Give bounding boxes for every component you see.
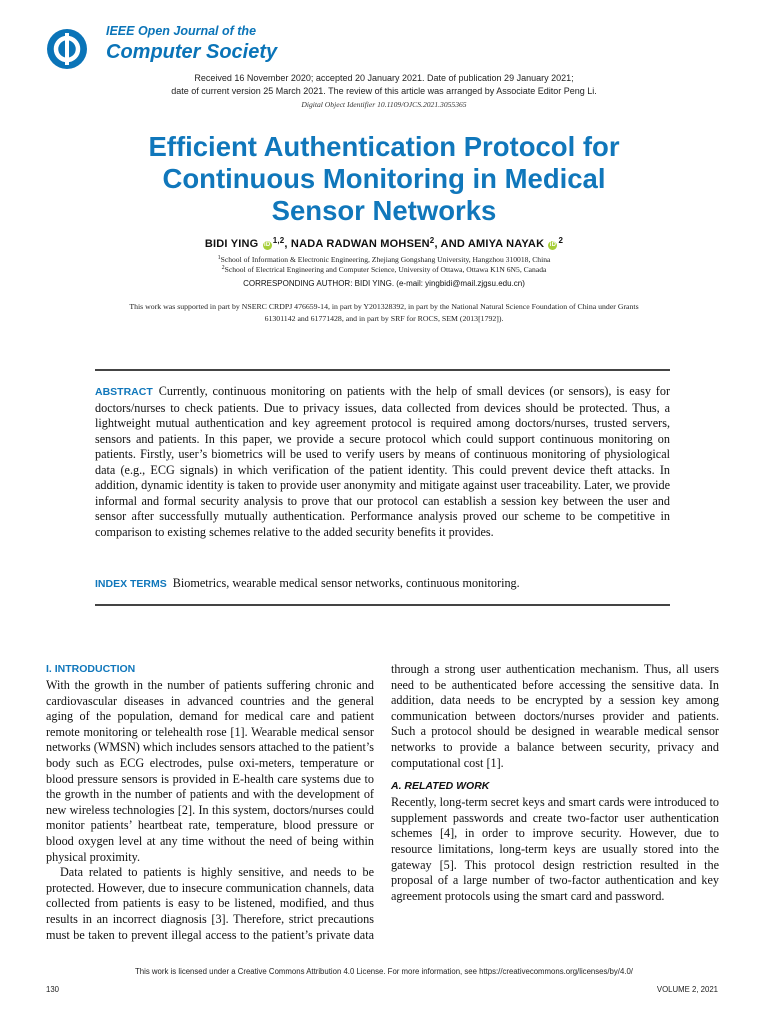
abstract-text: Currently, continuous monitoring on patients with the help of small devices (or sensors), is easy for doctors/nurses to check patients. Due to privacy issues, data collected from devices should be protected. Thus, a lightweight mutual authentication and key agreement protocol is required among doctors/nurses, trusted servers, sensors and patients. In this paper, we provide a secure protocol which could support continuous monitoring on patients. Firstly, user’s biometrics will be used to verify users by means of continuous monitoring of physiological data (e.g., ECG signals) in which verification of the patient identity. This could prevent device theft attacks. In addition, dynamic identity is taken to provide user anonymity and mitigate against user traceability. Later, we provide informal and formal security analysis to prove that our protocol can establish a session key between the user and sensor after successfully mutually authentication. Performance analysis proved our scheme to be competitive in comparison to existing schemes relative to the added security benefits it provides. bbox=[95, 384, 670, 539]
author-name: BIDI YING bbox=[204, 238, 259, 250]
affiliation-2 bbox=[0, 265, 768, 274]
author-name: , AND AMIYA NAYAK bbox=[434, 238, 545, 250]
author-affiliation-sup: 2 bbox=[558, 236, 564, 245]
computer-society-logo-icon bbox=[46, 28, 88, 70]
author-name: , NADA RADWAN MOHSEN bbox=[284, 238, 430, 250]
journal-name-line2: Computer Society bbox=[106, 41, 278, 63]
affiliation-text: School of Information & Electronic Engineering, Zhejiang Gongshang University, Hangzhou 310018, China bbox=[220, 255, 551, 264]
affiliation-text: School of Electrical Engineering and Computer Science, University of Ottawa, Ottawa K1N 6N5, Canada bbox=[224, 265, 547, 274]
title-line1: Efficient Authentication Protocol for bbox=[148, 131, 620, 162]
affiliation-1 bbox=[0, 255, 768, 264]
received-line1: Received 16 November 2020; accepted 20 January 2021. Date of publication 29 January 2021; bbox=[194, 73, 574, 83]
license-notice: This work is licensed under a Creative Commons Attribution 4.0 License. For more information, see https://creativecommons.org/licenses/by/4.0/ bbox=[135, 967, 633, 976]
right-column bbox=[391, 662, 719, 904]
section-heading-introduction: I. INTRODUCTION bbox=[46, 663, 136, 675]
related-work-paragraph-1: Recently, long-term secret keys and smart cards were introduced to supplement passwords and create two-factor user authentication schemes [4], in order to improve security. However, due to resource limitations, long-term keys are usually stored into the gateway [5]. This protocol design restriction resulted in the proposal of a large number of two-factor authentication and key agreement protocols using the smart card and password. bbox=[391, 795, 719, 903]
volume-info: VOLUME 2, 2021 bbox=[656, 985, 718, 994]
author-affiliation-sup: 2 bbox=[429, 236, 435, 245]
title-line3: Sensor Networks bbox=[271, 195, 497, 226]
author-list bbox=[0, 236, 768, 250]
orcid-icon[interactable]: iD bbox=[263, 242, 271, 248]
corresponding-author: CORRESPONDING AUTHOR: BIDI YING. (e-mail: yingbidi@mail.zjgsu.edu.cn) bbox=[243, 279, 525, 288]
title-line2: Continuous Monitoring in Medical bbox=[162, 163, 606, 194]
intro-paragraph-2-continued: through a strong user authentication mechanism. Thus, all users need to be authenticated before accessing the sensitive data. In addition, data needs to be encrypted by a session key among communication between doctors/nurses provider and patients. Such a protocol should be designed in wearable medical sensor networks to provide a balance between security, privacy and computational cost [1]. bbox=[391, 662, 719, 770]
funding-line2: 61301142 and 61771428, and in part by SRF for ROCS, SEM (2013[1792]). bbox=[264, 314, 504, 323]
paper-title bbox=[60, 131, 708, 227]
intro-paragraph-2: Data related to patients is highly sensitive, and needs to be protected. However, due to insecure communication channels, data collected from patients is easy to be listened, modified, and thus results in an incorrect diagnosis [3]. Therefore, strict precautions must be taken to prevent illegal access to the patient’s private data bbox=[46, 865, 374, 942]
intro-paragraph-1: With the growth in the number of patients suffering chronic and cardiovascular diseases in advanced countries and the general aging of the population, demand for medical care and patient remote monitoring or telehealth rose [1]. Wearable medical sensor networks (WMSN) which includes sensors attached to the patient’s body such as ECG electrodes, pulse oxi-meters, temperature or blood pressure sensors is provided in E-health care systems due to the growth in the number of patients and with the development of new wireless technologies [2]. In this system, doctors/nurses could monitor patients’ heartbeat rate, temperature, blood pressure or blood oxygen level at any time without the need of being within physical proximity. bbox=[46, 678, 374, 864]
page-number: 130 bbox=[46, 985, 60, 994]
abstract-bottom-rule bbox=[95, 604, 670, 606]
subsection-heading-related-work: A. RELATED WORK bbox=[391, 780, 490, 793]
affiliation-sup: 1 bbox=[217, 255, 221, 261]
author-affiliation-sup: 1,2 bbox=[272, 236, 285, 245]
orcid-icon[interactable]: iD bbox=[549, 242, 557, 248]
abstract bbox=[95, 384, 670, 540]
index-terms-label: INDEX TERMS bbox=[95, 578, 167, 590]
received-dates bbox=[0, 72, 768, 97]
funding-line1: This work was supported in part by NSERC CRDPJ 476659-14, in part by Y201328392, in part by the National Natural Science Foundation of China under Grants bbox=[129, 302, 639, 311]
received-line2: date of current version 25 March 2021. The review of this article was arranged by Associate Editor Peng Li. bbox=[171, 85, 597, 96]
abstract-label: ABSTRACT bbox=[95, 386, 153, 398]
doi: Digital Object Identifier 10.1109/OJCS.2021.3055365 bbox=[301, 100, 467, 109]
index-terms-text: Biometrics, wearable medical sensor networks, continuous monitoring. bbox=[172, 576, 520, 590]
index-terms bbox=[95, 576, 670, 591]
funding-statement bbox=[90, 301, 678, 325]
journal-name-line1: IEEE Open Journal of the bbox=[106, 24, 257, 38]
affiliation-sup: 2 bbox=[221, 265, 225, 271]
abstract-top-rule bbox=[95, 369, 670, 371]
left-column bbox=[46, 662, 374, 943]
